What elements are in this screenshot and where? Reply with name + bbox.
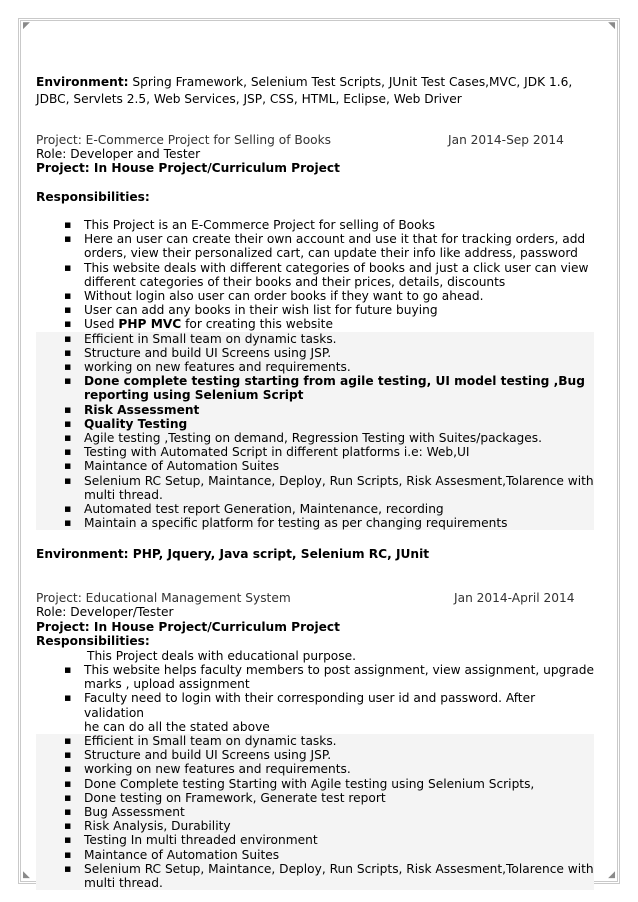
list-item: ▪ Bug Assessment xyxy=(36,805,594,819)
corner-ornament-icon: ◥ xyxy=(608,21,615,31)
list-item: ▪ Done Complete testing Starting with Agile testing using Selenium Scripts, xyxy=(36,777,594,791)
list-item: ▪ This Project is an E-Commerce Project for selling of Books xyxy=(36,218,594,232)
project-intro: This Project deals with educational purpose. xyxy=(87,649,356,663)
environment-text: Spring Framework, Selenium Test Scripts, JUnit Test Cases,MVC, JDK 1.6, xyxy=(128,75,573,89)
list-item xyxy=(36,317,594,331)
list-item: ▪ Efficient in Small team on dynamic tasks. xyxy=(36,734,594,748)
project-title: Project: Educational Management System xyxy=(36,591,291,605)
list-item: ▪ working on new features and requirements. xyxy=(36,360,594,374)
corner-ornament-icon: ◣ xyxy=(23,870,30,880)
environment-line: Environment: PHP, Jquery, Java script, Selenium RC, JUnit xyxy=(36,547,430,561)
list-item: ▪ Maintance of Automation Suites xyxy=(36,459,594,473)
environment-label: Environment: xyxy=(36,75,129,89)
list-item: he can do all the stated above xyxy=(84,719,270,734)
list-item: ▪ Faculty need to login with their corresponding user id and password. After validation xyxy=(36,691,594,719)
corner-ornament-icon: ◤ xyxy=(23,21,30,31)
list-item: ▪ Structure and build UI Screens using JSP. xyxy=(36,346,594,360)
list-item: different categories of their books and their prices, details, discounts xyxy=(84,274,506,289)
used-rest: for creating this website xyxy=(181,317,333,332)
list-item: ▪ Maintance of Automation Suites xyxy=(36,848,594,862)
list-item: ▪ Testing with Automated Script in different platforms i.e: Web,UI xyxy=(36,445,594,459)
responsibilities-heading: Responsibilities: xyxy=(36,634,150,648)
list-item: ▪ Risk Assessment xyxy=(36,403,594,417)
list-item: ▪ Agile testing ,Testing on demand, Regression Testing with Suites/packages. xyxy=(36,431,594,445)
list-item: orders, view their personalized cart, can update their info like address, password xyxy=(84,246,578,261)
list-item: ▪ Testing In multi threaded environment xyxy=(36,833,594,847)
list-item: ▪ Automated test report Generation, Maintenance, recording xyxy=(36,502,594,516)
list-item: ▪ Selenium RC Setup, Maintance, Deploy, Run Scripts, Risk Assesment,Tolarence with xyxy=(36,862,594,876)
used-label: Used xyxy=(84,317,115,332)
project-role: Role: Developer/Tester xyxy=(36,605,174,619)
project-type: Project: In House Project/Curriculum Project xyxy=(36,620,340,634)
list-item: ▪ User can add any books in their wish list for future buying xyxy=(36,303,594,317)
list-item: ▪ Efficient in Small team on dynamic tasks. xyxy=(36,332,594,346)
list-item: ▪ This website helps faculty members to post assignment, view assignment, upgrade xyxy=(36,663,594,677)
list-item: ▪ Without login also user can order books if they want to go ahead. xyxy=(36,289,594,303)
project-dates: Jan 2014-Sep 2014 xyxy=(448,133,564,147)
responsibilities-list xyxy=(36,663,594,890)
responsibilities-heading: Responsibilities: xyxy=(36,190,150,204)
list-item: ▪ Risk Analysis, Durability xyxy=(36,819,594,833)
list-item: ▪ working on new features and requirements. xyxy=(36,762,594,776)
list-item: ▪ Selenium RC Setup, Maintance, Deploy, Run Scripts, Risk Assesment,Tolarence with xyxy=(36,474,594,488)
list-item: multi thread. xyxy=(36,876,594,890)
corner-ornament-icon: ◢ xyxy=(608,870,615,880)
list-item: ▪ Here an user can create their own account and use it that for tracking orders, add xyxy=(36,232,594,246)
list-item: marks , upload assignment xyxy=(84,677,250,692)
environment-line-1 xyxy=(36,75,572,89)
list-item: ▪ Done complete testing starting from agile testing, UI model testing ,Bug xyxy=(36,374,594,388)
project-dates: Jan 2014-April 2014 xyxy=(454,591,575,605)
list-item: reporting using Selenium Script xyxy=(36,388,594,402)
list-item: ▪ Maintain a specific platform for testing as per changing requirements xyxy=(36,516,594,530)
list-item: multi thread. xyxy=(36,488,594,502)
environment-line-2: JDBC, Servlets 2.5, Web Services, JSP, CSS, HTML, Eclipse, Web Driver xyxy=(36,92,462,106)
project-role: Role: Developer and Tester xyxy=(36,147,201,161)
project-type: Project: In House Project/Curriculum Project xyxy=(36,161,340,175)
list-item: ▪ Done testing on Framework, Generate test report xyxy=(36,791,594,805)
used-tech: PHP MVC xyxy=(118,317,182,332)
responsibilities-list xyxy=(36,218,594,530)
project-title: Project: E-Commerce Project for Selling of Books xyxy=(36,133,332,147)
list-item: ▪ Quality Testing xyxy=(36,417,594,431)
list-item: ▪ This website deals with different categories of books and just a click user can view xyxy=(36,261,594,275)
list-item: ▪ Structure and build UI Screens using JSP. xyxy=(36,748,594,762)
